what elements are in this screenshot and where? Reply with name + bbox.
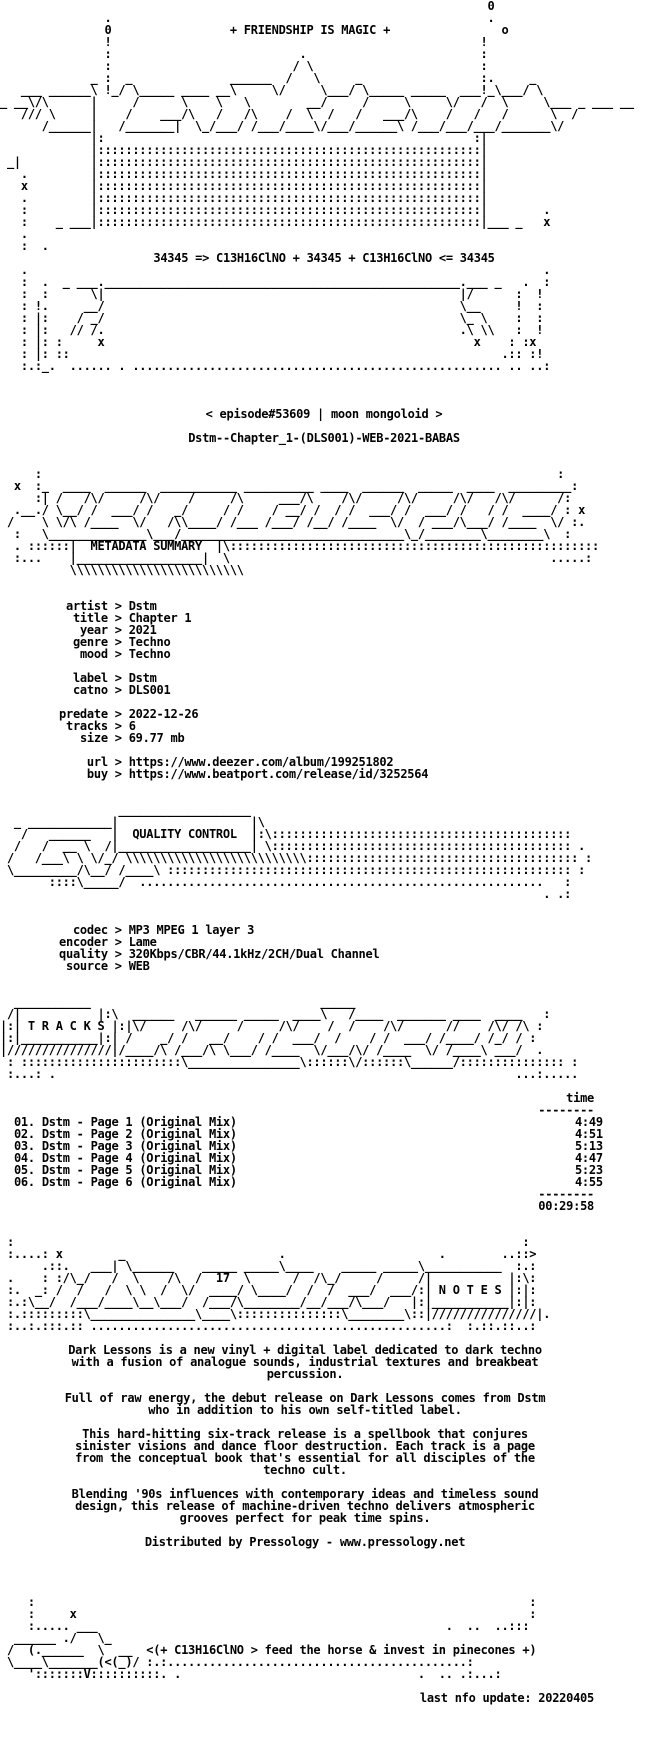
- notes-paragraph-2: Full of raw energy, the debut release on Dark Lessons comes from Dstm who in addition to his own self-titled label.: [64, 1391, 546, 1417]
- notes-distributed: Distributed by Pressology - www.pressology.net: [144, 1535, 466, 1549]
- quality-row-encoder: encoder > Lame: [59, 935, 157, 949]
- metadata-row-buy: buy > https://www.beatport.com/release/id/3252564: [86, 767, 429, 781]
- metadata-row-genre: genre > Techno: [72, 635, 171, 649]
- tracks-time-header: time: [566, 1091, 594, 1105]
- metadata-row-url: url > https://www.deezer.com/album/199251802: [86, 755, 394, 769]
- episode-line: < episode#53609 | moon mongoloid >: [205, 407, 443, 421]
- notes-banner: N O T E S: [438, 1283, 502, 1297]
- tracks-time-rule: --------: [538, 1103, 594, 1117]
- deezer-link[interactable]: https://www.deezer.com/album/199251802: [128, 755, 394, 769]
- slogan: + FRIENDSHIP IS MAGIC +: [229, 23, 391, 37]
- formula-line: 34345 => C13H16ClNO + 34345 + C13H16ClNO <= 34345: [153, 251, 495, 265]
- tracks-banner: T R A C K S: [27, 1019, 105, 1033]
- footer-art: : : : x : :..... ___ . .. ..::: ______ ./ \_ / (.______ \ __ <(+ C13H16ClNO > feed the horse & invest in pinecones +) \____\_______(<(_)/ :.:...........................................: ':::::::V::::::::::. . . .. .:...:: [6, 1595, 537, 1681]
- metadata-row-tracks: tracks > 6: [66, 719, 136, 733]
- tracks-section: [0, 1092, 648, 1212]
- metadata-section: [0, 600, 648, 780]
- metadata-row-predate: predate > 2022-12-26: [59, 707, 199, 721]
- metadata-row-label: label > Dstm: [72, 671, 157, 685]
- tracks-total: 00:29:58: [538, 1199, 594, 1213]
- metadata-row-title: title > Chapter 1: [72, 611, 192, 625]
- last-update-line: [0, 1692, 648, 1704]
- last-update: last nfo update: 20220405: [419, 1691, 594, 1705]
- track-row-5: 05. Dstm - Page 5 (Original Mix) 5:23: [13, 1163, 603, 1177]
- quality-banner-art: ___________________ _ ____________| |\ / ______ | QUALITY CONTROL |:\::::::::::::::::::::::::::::::::::::::::::: / / __ \ /|___________________| \::::::::::::::::::::::::::::::::::::::::::: . / /___\ \ \/_/ \\\\\\\\\\\\\\\\\\\\\\\\\\::::::::::::::::::::::::::::::::::::::: : \_________/\__/ /____\ :::::::::::::::::::::::::::::::::::::::::::::::::::::::::: : ::::\_____/ .......................................................... : . .:: [6, 803, 592, 901]
- metadata-row-size: size > 69.77 mb: [79, 731, 185, 745]
- quality-row-source: source > WEB: [66, 959, 150, 973]
- release-name: Dstm--Chapter_1-(DLS001)-WEB-2021-BABAS: [188, 431, 460, 445]
- beatport-link[interactable]: https://www.beatport.com/release/id/3252564: [128, 767, 429, 781]
- metadata-row-mood: mood > Techno: [79, 647, 171, 661]
- notes-paragraph-3: This hard-hitting six-track release is a spellbook that conjures sinister visions and dance floor destruction. Each track is a page from the conceptual book that's essential for all disciples of the techno cult.: [75, 1427, 535, 1477]
- quality-row-codec: codec > MP3 MPEG 1 layer 3: [72, 923, 255, 937]
- notes-banner-art: : : :....: x _ . . ..::> .::. ___| \______ _____ _____\____ _____ _____\___________ :.: . : :/\_/ / \ /\ / 17 \ / /\_/ / /| |:\: :. _: / / / \ \ / \/ ____/ \____/ / / ___/ ___/:| N O T E S |:|: :.:\__/ /___/____\__\___/ /___/\________/__/___/\___/ |:|___________|:|: :.:::::::::\_______________\____\:::::::::::::::\________\::|///////////////|. :..:.:::.:: ...................................................: :.::.::..:: [6, 1235, 551, 1333]
- notes-paragraph-1: Dark Lessons is a new vinyl + digital label dedicated to dark techno with a fusion of analogue sounds, industrial textures and breakbeat percussion.: [68, 1343, 542, 1381]
- track-row-1: 01. Dstm - Page 1 (Original Mix) 4:49: [13, 1115, 603, 1129]
- tracks-banner-art: ___________ _____ /| |:\ ______ ______ _____ ____\ /____ _______ ____ ____ : |:| T R A C K S |:|\/ /\/ / /\/ / / /\/ // /\/ /\ : |:|___________|:| / _/ / __/ / / ___/ / / / ___/ /____/ /_/ / : |///////////////|/____/\ /___/\ \___/ /____ \/___/\/ /____ \/ /____\ ___/ . : :::::::::::::::::::::::\________________\::::::\/::::::\______/::::::::::::::: : :...: . ...:.....: [0, 995, 579, 1081]
- header-frame-art: . . : . _ ___.___________________________________________________.___ _ . : : : \| |/ : ! : !. __/ \__ ! : : |: / _/ \_ \ : : : |: // /. .\ \\ : ! : |: : x x : :x : |: :: .:: :! :.:_. ...... . ..................................................... .. ..:: [20, 263, 551, 373]
- footer-tagline: <(+ C13H16ClNO > feed the horse & invest in pinecones +): [146, 1643, 537, 1657]
- quality-section: [0, 924, 648, 972]
- quality-banner: QUALITY CONTROL: [132, 827, 237, 841]
- track-row-3: 03. Dstm - Page 3 (Original Mix) 5:13: [13, 1139, 603, 1153]
- metadata-row-year: year > 2021: [79, 623, 157, 637]
- metadata-banner-art: : : x :_ ____ ______ ___________ __________ ____ ______ _____ ____ _________: :| / /\/ /\/ / /\ ___/\ /\/ /\/ /\/ /\/ /: .__./ \__/ / ___/ / _/ / / / __/ / / / ___/ / ___/ / / / ____/ : x / \ \/\ /____ \/ /\\____/ /___ /___/ /__/ /____ \/ / ___/\___/ /____ \/ :. : \______________\___/________________________________\_/________\________\ : . ::::::| METADATA SUMMARY |\::::::::::::::::::::::::::::::::::::::::::::::::::::: :... |__________________| \ .....: \\\\\\\\\\\\\\\\\\\\\\\\\: [6, 467, 599, 577]
- track-row-4: 04. Dstm - Page 4 (Original Mix) 4:47: [13, 1151, 603, 1165]
- metadata-banner: METADATA SUMMARY: [90, 539, 202, 553]
- notes-section: [0, 1344, 648, 1548]
- tracks-total-rule: --------: [538, 1187, 594, 1201]
- quality-row-quality: quality > 320Kbps/CBR/44.1kHz/2CH/Dual Channel: [59, 947, 380, 961]
- header-logo-art: 0 . . 0 + FRIENDSHIP IS MAGIC + o ! ! : . : : / \ : _ : _ ______ / \ _ :. _ ___ ______\ !_/ \_____ ____ __\ \/ \___/ \_____ _____ ___!_\___/ \ _ __\/\ | / \ \ \ __/ / \ \/ / \ \___ _ ___ __ /// \ | / ___/\ / /\ / \ / / ___/\ / / / \ / /______| /_______| \_/___/ /___/____\/___/______\ /___/___/___/_______\/ |: :| |:::::::::::::::::::::::::::::::::::::::::::::::::::::::| _| |:::::::::::::::::::::::::::::::::::::::::::::::::::::::| . |:::::::::::::::::::::::::::::::::::::::::::::::::::::::| x |:::::::::::::::::::::::::::::::::::::::::::::::::::::::| . |:::::::::::::::::::::::::::::::::::::::::::::::::::::::| : |:::::::::::::::::::::::::::::::::::::::::::::::::::::::| . : _ ___|:::::::::::::::::::::::::::::::::::::::::::::::::::::::|___ _ x . : .: [0, 0, 634, 253]
- notes-paragraph-4: Blending '90s influences with contemporary ideas and timeless sound design, this release of machine-driven techno delivers atmospheric grooves perfect for peak time spins.: [71, 1487, 539, 1525]
- track-row-6: 06. Dstm - Page 6 (Original Mix) 4:55: [13, 1175, 603, 1189]
- metadata-row-artist: artist > Dstm: [66, 599, 157, 613]
- track-row-2: 02. Dstm - Page 2 (Original Mix) 4:51: [13, 1127, 603, 1141]
- metadata-row-catno: catno > DLS001: [72, 683, 171, 697]
